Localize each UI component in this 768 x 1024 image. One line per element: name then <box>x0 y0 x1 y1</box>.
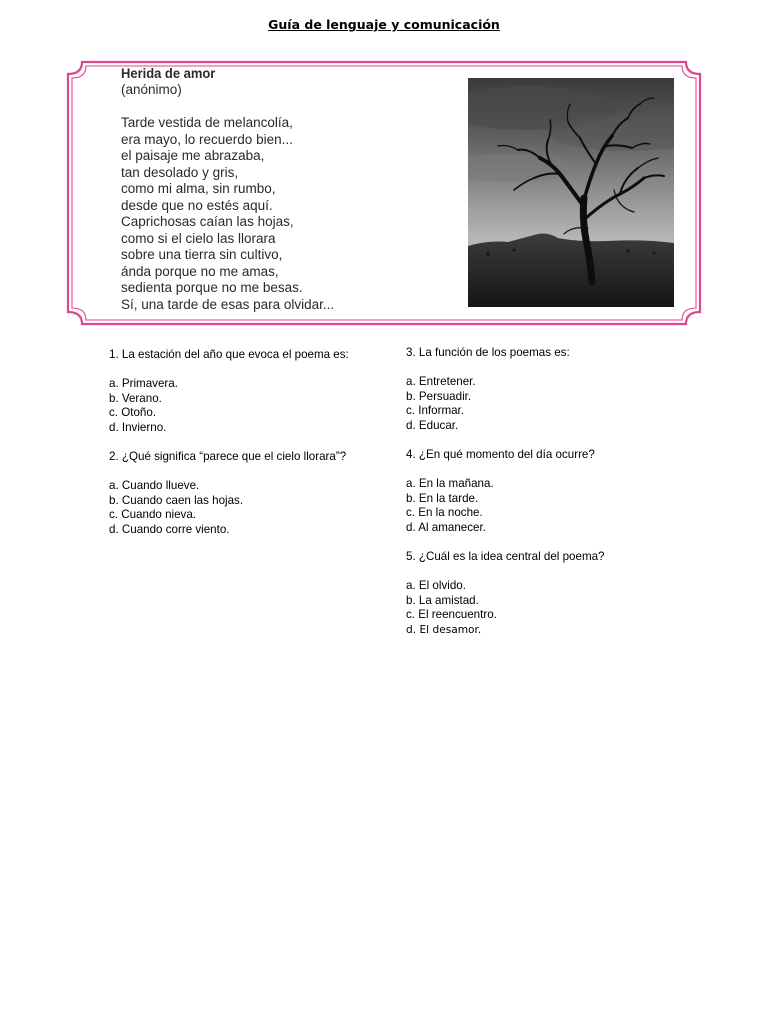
poem-title: Herida de amor <box>121 66 216 81</box>
question-prompt: 4. ¿En qué momento del día ocurre? <box>406 447 595 461</box>
answer-option: d. El desamor. <box>406 624 482 637</box>
poem-line: Sí, una tarde de esas para olvidar... <box>121 296 335 312</box>
page-title: Guía de lenguaje y comunicación <box>268 17 500 32</box>
questions-left-column <box>109 348 361 552</box>
poem-verse <box>121 115 451 313</box>
questions-right-column <box>406 346 666 652</box>
question-prompt: 5. ¿Cuál es la idea central del poema? <box>406 549 605 563</box>
poem-line: tan desolado y gris, <box>121 164 239 180</box>
question-prompt: 2. ¿Qué significa “parece que el cielo llorara”? <box>109 449 347 463</box>
poem-line: Caprichosas caían las hojas, <box>121 214 294 229</box>
answer-option: b. Cuando caen las hojas. <box>109 493 244 507</box>
poem-line: ánda porque no me amas, <box>121 263 279 279</box>
question-prompt: 1. La estación del año que evoca el poema es: <box>109 348 349 361</box>
poem-line: Tarde vestida de melancolía, <box>121 115 293 130</box>
poem-line: el paisaje me abrazaba, <box>121 148 265 163</box>
poem-line: desde que no estés aquí. <box>121 197 273 213</box>
question-prompt: 3. La función de los poemas es: <box>406 346 570 359</box>
poem-line: era mayo, lo recuerdo bien... <box>121 131 293 147</box>
answer-option: b. Verano. <box>109 391 162 405</box>
answer-option: b. La amistad. <box>406 593 479 607</box>
answer-option: c. Cuando nieva. <box>109 508 197 522</box>
answer-option: b. En la tarde. <box>406 491 479 505</box>
answer-option: c. Otoño. <box>109 406 157 420</box>
answer-option: a. El olvido. <box>406 578 466 592</box>
answer-option: d. Cuando corre viento. <box>109 523 230 537</box>
bare-tree-photo <box>468 78 674 307</box>
poem-line: sedienta porque no me besas. <box>121 280 303 295</box>
poem-line: como si el cielo las llorara <box>121 230 276 246</box>
poem-line: como mi alma, sin rumbo, <box>121 181 276 196</box>
question-2 <box>109 450 361 538</box>
question-5 <box>406 550 666 638</box>
answer-option: d. Educar. <box>406 419 459 433</box>
poem-author: (anónimo) <box>121 82 182 97</box>
answer-option: b. Persuadir. <box>406 389 472 403</box>
question-4 <box>406 448 666 536</box>
answer-option: c. El reencuentro. <box>406 608 497 622</box>
answer-option: a. Entretener. <box>406 374 476 388</box>
question-3 <box>406 346 666 434</box>
answer-option: a. Primavera. <box>109 376 178 390</box>
answer-option: d. Invierno. <box>109 421 167 435</box>
answer-option: c. En la noche. <box>406 506 483 520</box>
answer-option: a. En la mañana. <box>406 476 494 490</box>
answer-option: a. Cuando llueve. <box>109 478 200 492</box>
answer-option: c. Informar. <box>406 404 464 418</box>
poem <box>121 66 451 313</box>
poem-line: sobre una tierra sin cultivo, <box>121 247 283 262</box>
answer-option: d. Al amanecer. <box>406 521 486 535</box>
question-1 <box>109 348 361 436</box>
